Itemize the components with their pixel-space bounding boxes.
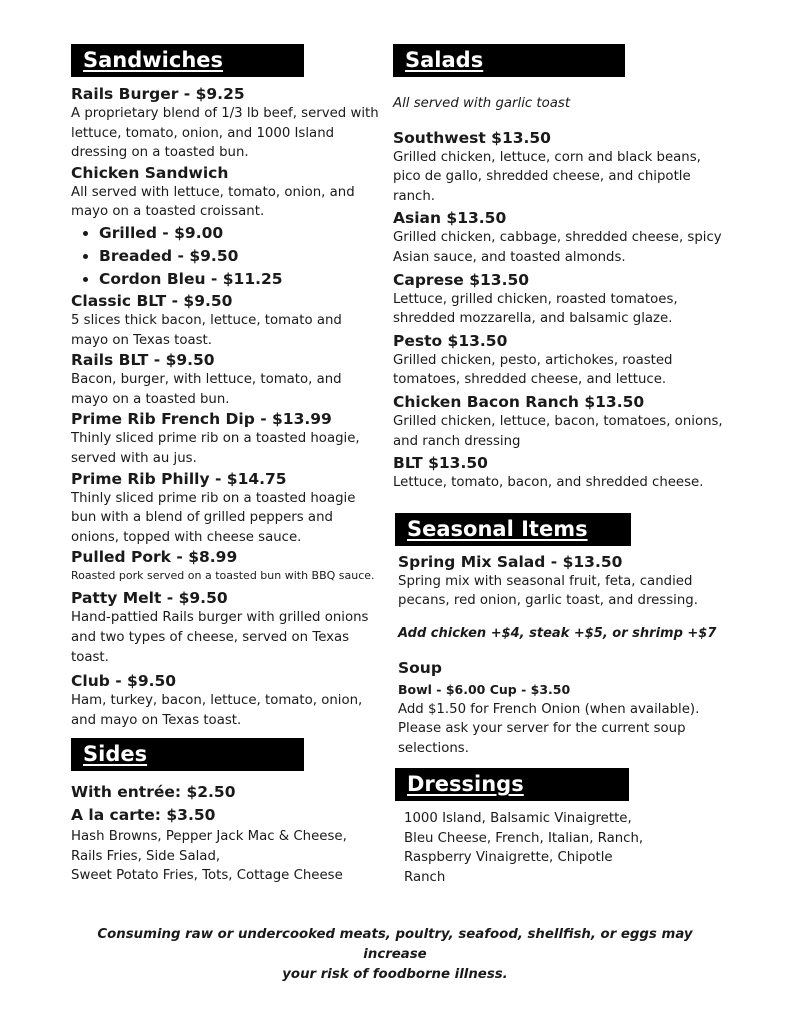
caprese-title: Caprese $13.50 (393, 270, 530, 289)
dressings-list (393, 809, 723, 887)
chicken-option: • Breaded - $9.50 (99, 245, 381, 268)
dressings-line: Bleu Cheese, French, Italian, Ranch, (404, 830, 644, 846)
rails-burger-desc: A proprietary blend of 1/3 lb beef, served with lettuce, tomato, onion, and 1000 Island dressing on a toasted bun. (71, 106, 379, 161)
chicken-options-list (71, 222, 381, 291)
disclaimer-line: Consuming raw or undercooked meats, poultry, seafood, shellfish, or eggs may increase (97, 927, 693, 962)
pulled-pork-title: Pulled Pork - $8.99 (71, 548, 238, 567)
rails-blt-desc: Bacon, burger, with lettuce, tomato, and mayo on a toasted bun. (71, 372, 342, 407)
chicken-bacon-ranch-desc: Grilled chicken, lettuce, bacon, tomatoes, onions, and ranch dressing (393, 413, 723, 449)
classic-blt-desc: 5 slices thick bacon, lettuce, tomato and mayo on Texas toast. (71, 312, 342, 348)
asian-title: Asian $13.50 (393, 209, 507, 228)
blt-salad-desc: Lettuce, tomato, bacon, and shredded cheese. (393, 475, 704, 491)
caprese-desc: Lettuce, grilled chicken, roasted tomatoes, shredded mozzarella, and balsamic glaze. (393, 291, 678, 327)
soup-desc: Add $1.50 for French Onion (when available). Please ask your server for the current soup selections. (398, 701, 700, 756)
salads-header: Salads (393, 44, 625, 77)
sides-header: Sides (71, 738, 304, 771)
french-dip-desc: Thinly sliced prime rib on a toasted hoagie, served with au jus. (71, 431, 360, 466)
pulled-pork-desc: Roasted pork served on a toasted bun with BBQ sauce. (71, 569, 375, 583)
southwest-desc: Grilled chicken, lettuce, corn and black beans, pico de gallo, shredded cheese, and chipotle ranch. (393, 149, 701, 204)
chicken-option: • Cordon Bleu - $11.25 (99, 268, 381, 291)
southwest-title: Southwest $13.50 (393, 128, 551, 147)
rails-blt-title: Rails BLT - $9.50 (71, 351, 215, 370)
sides-list-line: Sweet Potato Fries, Tots, Cottage Cheese (71, 868, 343, 884)
chicken-bacon-ranch-title: Chicken Bacon Ranch $13.50 (393, 392, 645, 411)
club-title: Club - $9.50 (71, 672, 177, 691)
soup-prices: Bowl - $6.00 Cup - $3.50 (398, 681, 571, 697)
disclaimer-line: your risk of foodborne illness. (282, 967, 508, 982)
seasonal-header: Seasonal Items (395, 513, 631, 546)
pesto-desc: Grilled chicken, pesto, artichokes, roasted tomatoes, shredded cheese, and lettuce. (393, 352, 673, 388)
sides-with-entree: With entrée: $2.50 (71, 783, 236, 802)
soup-title: Soup (398, 658, 442, 677)
blt-salad-title: BLT $13.50 (393, 454, 488, 473)
food-safety-disclaimer (70, 925, 720, 985)
patty-melt-title: Patty Melt - $9.50 (71, 589, 228, 608)
left-column (71, 44, 381, 886)
dressings-line: 1000 Island, Balsamic Vinaigrette, (404, 811, 632, 827)
pesto-title: Pesto $13.50 (393, 331, 508, 350)
sandwiches-header: Sandwiches (71, 44, 304, 77)
spring-mix-addon: Add chicken +$4, steak +$5, or shrimp +$7 (398, 625, 717, 641)
asian-desc: Grilled chicken, cabbage, shredded cheese, spicy Asian sauce, and toasted almonds. (393, 230, 722, 265)
dressings-line: Raspberry Vinaigrette, Chipotle (404, 850, 613, 866)
club-desc: Ham, turkey, bacon, lettuce, tomato, onion, and mayo on Texas toast. (71, 693, 363, 728)
dressings-line: Ranch (404, 870, 446, 886)
spring-mix-desc: Spring mix with seasonal fruit, feta, candied pecans, red onion, garlic toast, and dressing. (398, 573, 698, 609)
seasonal-section (393, 546, 723, 759)
spring-mix-title: Spring Mix Salad - $13.50 (398, 552, 623, 571)
chicken-sandwich-title: Chicken Sandwich (71, 163, 229, 182)
french-dip-title: Prime Rib French Dip - $13.99 (71, 410, 332, 429)
dressings-header: Dressings (395, 768, 629, 801)
classic-blt-title: Classic BLT - $9.50 (71, 291, 233, 310)
sides-list-line: Rails Fries, Side Salad, (71, 848, 221, 864)
sides-list-line: Hash Browns, Pepper Jack Mac & Cheese, (71, 829, 347, 845)
sides-a-la-carte: A la carte: $3.50 (71, 806, 216, 825)
philly-title: Prime Rib Philly - $14.75 (71, 469, 287, 488)
chicken-option: • Grilled - $9.00 (99, 222, 381, 245)
philly-desc: Thinly sliced prime rib on a toasted hoagie bun with a blend of grilled peppers and onions, topped with cheese sauce. (71, 490, 356, 545)
right-column (393, 44, 723, 888)
patty-melt-desc: Hand-pattied Rails burger with grilled onions and two types of cheese, served on Texas toast. (71, 610, 369, 665)
salads-note: All served with garlic toast (393, 96, 571, 112)
chicken-sandwich-desc: All served with lettuce, tomato, onion, and mayo on a toasted croissant. (71, 184, 355, 220)
rails-burger-title: Rails Burger - $9.25 (71, 85, 245, 103)
